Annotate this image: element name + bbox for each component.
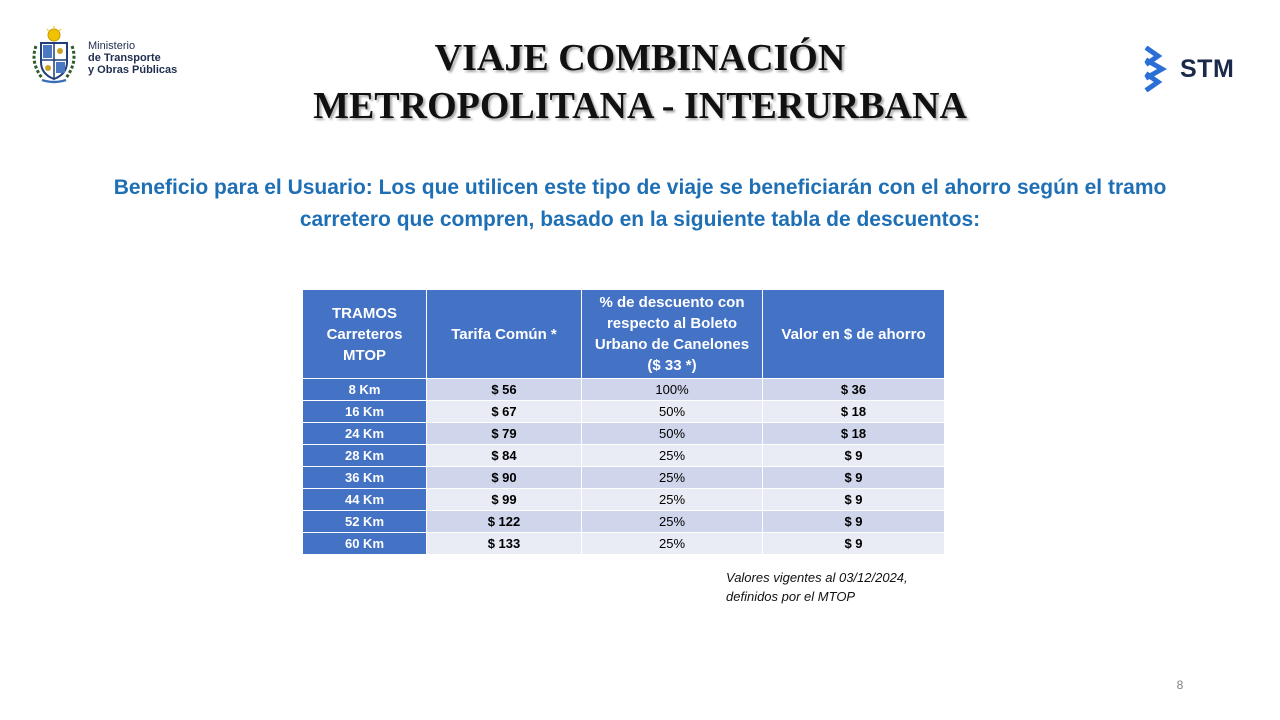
table-row: [303, 445, 945, 467]
header-tramos: [303, 290, 427, 379]
cell-tarifa: $ 122: [427, 511, 582, 533]
cell-ahorro: $ 9: [763, 467, 945, 489]
cell-ahorro: $ 9: [763, 533, 945, 555]
mtop-logo-line1: Ministerio: [88, 40, 136, 52]
mtop-logo-line2: de Transporte: [88, 52, 161, 64]
cell-km: 44 Km: [303, 489, 427, 511]
cell-ahorro: $ 9: [763, 445, 945, 467]
cell-tarifa: $ 133: [427, 533, 582, 555]
cell-descuento: 25%: [582, 445, 763, 467]
validity-note: [726, 568, 908, 606]
cell-tarifa: $ 84: [427, 445, 582, 467]
table-row: [303, 423, 945, 445]
table-row: [303, 533, 945, 555]
cell-descuento: 50%: [582, 423, 763, 445]
header-ahorro: Valor en $ de ahorro: [763, 290, 945, 379]
stm-logo-text: STM: [1180, 55, 1235, 83]
slide-subtitle: Beneficio para el Usuario: Los que utilicen este tipo de viaje se beneficiarán con el ahorro según el tramo carretero que compren, basado en la siguiente tabla de descuentos:: [113, 176, 1167, 231]
cell-descuento: 25%: [582, 533, 763, 555]
header-descuento-line3: Urbano de Canelones: [594, 336, 750, 353]
header-descuento: [582, 290, 763, 379]
cell-ahorro: $ 9: [763, 489, 945, 511]
cell-tarifa: $ 67: [427, 401, 582, 423]
cell-km: 8 Km: [303, 379, 427, 401]
cell-km: 16 Km: [303, 401, 427, 423]
cell-ahorro: $ 9: [763, 511, 945, 533]
cell-tarifa: $ 79: [427, 423, 582, 445]
header-tarifa: Tarifa Común *: [427, 290, 582, 379]
table-row: [303, 489, 945, 511]
header-descuento-line2: respecto al Boleto: [606, 315, 738, 332]
table-row: [303, 511, 945, 533]
validity-note-line1: Valores vigentes al 03/12/2024,: [726, 570, 908, 585]
cell-tarifa: $ 90: [427, 467, 582, 489]
cell-km: 24 Km: [303, 423, 427, 445]
stm-logo: [1144, 46, 1244, 94]
header-tramos-line2: Carreteros: [326, 325, 403, 343]
header-descuento-line4: ($ 33 *): [647, 357, 697, 374]
cell-descuento: 50%: [582, 401, 763, 423]
slide-title-line1: VIAJE COMBINACIÓN: [434, 37, 846, 79]
cell-km: 52 Km: [303, 511, 427, 533]
cell-descuento: 25%: [582, 489, 763, 511]
cell-tarifa: $ 99: [427, 489, 582, 511]
table-row: [303, 467, 945, 489]
validity-note-line2: definidos por el MTOP: [726, 589, 856, 604]
cell-ahorro: $ 36: [763, 379, 945, 401]
cell-ahorro: $ 18: [763, 423, 945, 445]
mtop-logo: [28, 26, 188, 88]
coat-of-arms-icon: [28, 26, 80, 84]
stm-chevrons-icon: [1144, 46, 1170, 92]
slide-title: [240, 34, 1040, 130]
cell-descuento: 100%: [582, 379, 763, 401]
cell-tarifa: $ 56: [427, 379, 582, 401]
table-header-row: [303, 290, 945, 379]
cell-km: 28 Km: [303, 445, 427, 467]
header-descuento-line1: % de descuento con: [599, 294, 745, 311]
cell-km: 36 Km: [303, 467, 427, 489]
mtop-logo-line3: y Obras Públicas: [88, 64, 178, 76]
cell-descuento: 25%: [582, 511, 763, 533]
slide-title-line2: METROPOLITANA - INTERURBANA: [313, 85, 967, 127]
cell-ahorro: $ 18: [763, 401, 945, 423]
cell-km: 60 Km: [303, 533, 427, 555]
page-number: 8: [1176, 678, 1184, 692]
table-row: [303, 379, 945, 401]
discount-table: [302, 289, 945, 555]
table-row: [303, 401, 945, 423]
header-tramos-line1: TRAMOS: [332, 304, 397, 322]
cell-descuento: 25%: [582, 467, 763, 489]
header-tramos-line3: MTOP: [342, 346, 387, 364]
